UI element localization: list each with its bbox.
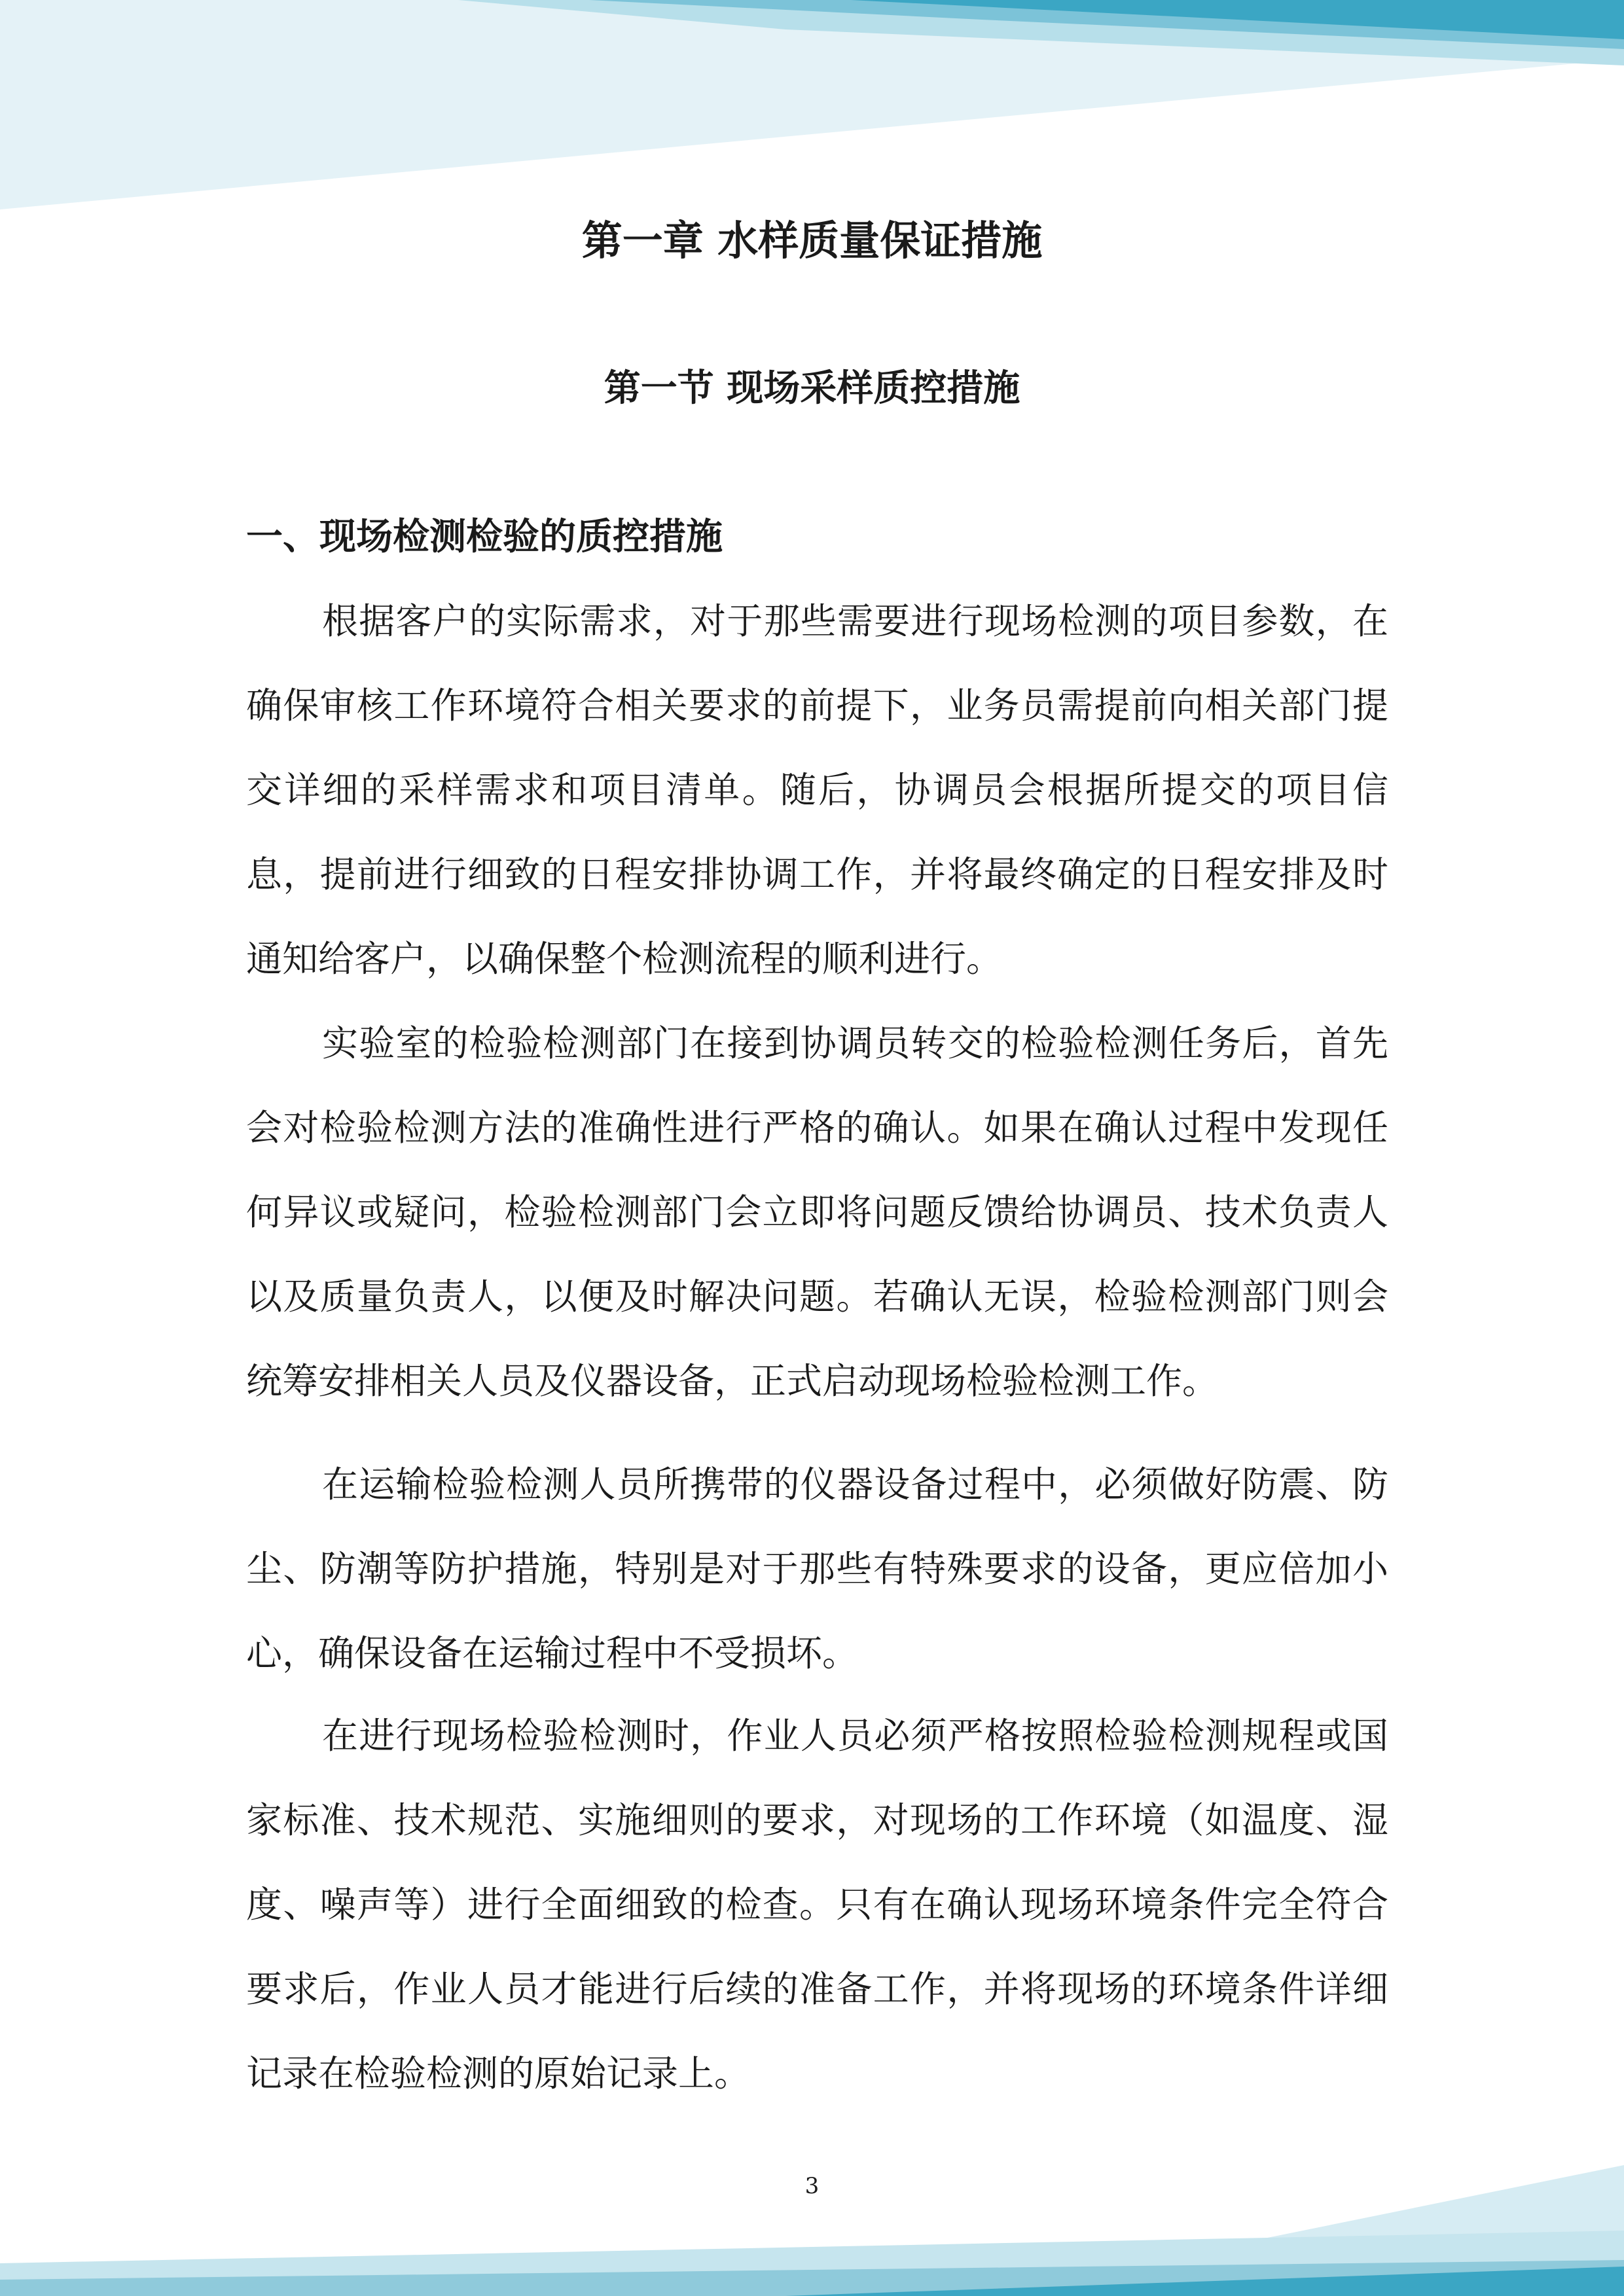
- body-paragraph: 根据客户的实际需求，对于那些需要进行现场检测的项目参数，在确保审核工作环境符合相关要求的前提下，业务员需提前向相关部门提交详细的采样需求和项目清单。随后，协调员会根据所提交的项目信息，提前进行细致的日程安排协调工作，并将最终确定的日程安排及时通知给客户，以确保整个检测流程的顺利进行。: [246, 600, 1388, 980]
- page-number: 3: [804, 2173, 820, 2199]
- chapter-title: 第一章 水样质量保证措施: [581, 217, 1043, 264]
- header-decoration: [0, 0, 1624, 216]
- body-paragraph: 在进行现场检验检测时，作业人员必须严格按照检验检测规程或国家标准、技术规范、实施细则的要求，对现场的工作环境（如温度、湿度、噪声等）进行全面细致的检查。只有在确认现场环境条件完全符合要求后，作业人员才能进行后续的准备工作，并将现场的环境条件详细记录在检验检测的原始记录上。: [246, 1715, 1388, 2094]
- body-paragraph: 实验室的检验检测部门在接到协调员转交的检验检测任务后，首先会对检验检测方法的准确性进行严格的确认。如果在确认过程中发现任何异议或疑问，检验检测部门会立即将问题反馈给协调员、技术负责人以及质量负责人，以便及时解决问题。若确认无误，检验检测部门则会统筹安排相关人员及仪器设备，正式启动现场检验检测工作。: [246, 1022, 1388, 1402]
- body-paragraph: 在运输检验检测人员所携带的仪器设备过程中，必须做好防震、防尘、防潮等防护措施，特别是对于那些有特殊要求的设备，更应倍加小心，确保设备在运输过程中不受损坏。: [246, 1463, 1388, 1674]
- section-title: 第一节 现场采样质控措施: [604, 367, 1020, 410]
- footer-decoration: [0, 2100, 1624, 2296]
- subsection-heading: 一、现场检测检验的质控措施: [246, 515, 723, 558]
